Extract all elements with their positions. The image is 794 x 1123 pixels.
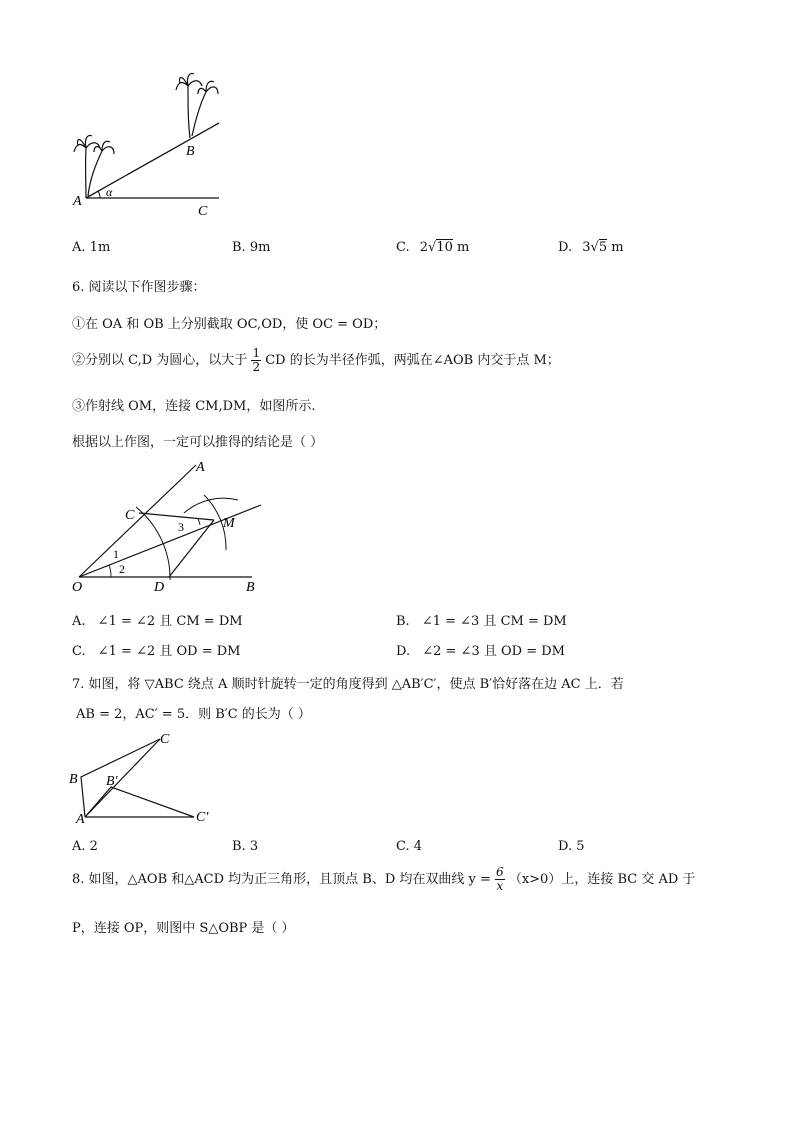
radicand: 5: [598, 240, 608, 255]
fraction-denominator: 2: [252, 360, 261, 374]
option-letter: A.: [72, 614, 86, 629]
option-text: ∠1 = ∠2 且 OD = DM: [97, 644, 241, 659]
coefficient: 2: [419, 240, 429, 255]
option-text: 3: [249, 839, 259, 854]
coefficient: 3: [582, 240, 591, 255]
step2-text-post: CD 的长为半径作弧，两弧在∠AOB 内交于点 M；: [265, 353, 560, 368]
label-d: D: [154, 580, 165, 595]
label-b-prime: B′: [106, 774, 118, 789]
fraction-6-over-x: [495, 866, 505, 893]
option-letter: B.: [232, 839, 246, 854]
q8-text-pre: 8. 如图，△AOB 和△ACD 均为正三角形，且顶点 B、D 均在双曲线 y =: [72, 872, 491, 887]
q6-option-d[interactable]: [396, 640, 565, 659]
label-a: A: [196, 460, 205, 475]
point-a-label: A: [73, 194, 82, 209]
label-m: M: [223, 516, 235, 531]
angle-arc-3: [198, 519, 200, 525]
option-letter: C.: [396, 240, 410, 255]
segment-cm: [139, 513, 214, 520]
segment-dm: [169, 520, 214, 577]
option-text: 5: [576, 839, 585, 854]
q5-option-a[interactable]: [72, 240, 110, 255]
q7-option-d[interactable]: [558, 839, 585, 854]
q6-option-a[interactable]: [72, 610, 243, 629]
label-b: B: [246, 580, 255, 595]
q6-step3: ③作射线 OM，连接 CM,DM，如图所示.: [72, 399, 316, 414]
q6-step2: [72, 347, 560, 374]
q8-line2: P，连接 OP，则图中 S△OBP 是（ ）: [72, 921, 295, 936]
q6-step1: ①在 OA 和 OB 上分别截取 OC,OD，使 OC = OD；: [72, 317, 387, 332]
angle-2-label: 2: [119, 562, 125, 576]
option-letter: B.: [232, 240, 246, 255]
q7-option-b[interactable]: [232, 839, 258, 854]
q7-line1: 7. 如图，将 ▽ABC 绕点 A 顺时针旋转一定的角度得到 △AB′C′，使点 B′恰好落在边 AC 上．若: [72, 677, 624, 692]
option-letter: B.: [396, 614, 410, 629]
option-text: ∠1 = ∠3 且 CM = DM: [421, 614, 567, 629]
q6-question: 根据以上作图，一定可以推得的结论是（ ）: [72, 435, 324, 450]
label-c: C: [160, 732, 170, 747]
label-b: B: [69, 772, 78, 787]
label-c: C: [125, 508, 135, 523]
option-letter: D.: [396, 644, 411, 659]
q6-option-c[interactable]: [72, 640, 241, 659]
option-letter: A.: [72, 839, 86, 854]
q5-figure: [66, 66, 236, 226]
option-letter: A.: [72, 240, 86, 255]
radicand: 10: [436, 240, 453, 255]
angle-1-label: 1: [113, 547, 119, 561]
q7-option-a[interactable]: [72, 839, 98, 854]
step2-text-pre: ②分别以 C,D 为圆心，以大于: [72, 353, 248, 368]
q6-option-b[interactable]: [396, 610, 567, 629]
angle-arc-1-2: [109, 565, 111, 577]
fraction-numerator: 1: [252, 346, 261, 360]
q6-stem: 6. 阅读以下作图步骤：: [72, 280, 206, 295]
q8-text-post: （x>0）上，连接 BC 交 AD 于: [508, 872, 696, 887]
option-letter: C.: [396, 839, 410, 854]
label-c-prime: C′: [196, 810, 209, 825]
q5-option-b[interactable]: [232, 240, 270, 255]
unit: m: [611, 240, 624, 255]
option-letter: D.: [558, 240, 573, 255]
triangle-ab'c': [85, 787, 194, 817]
angle-3-label: 3: [178, 520, 184, 534]
arc-from-d: [184, 498, 238, 513]
q5-option-c[interactable]: [396, 240, 469, 255]
option-letter: C.: [72, 644, 86, 659]
option-text: 4: [413, 839, 423, 854]
option-text: 1m: [89, 240, 111, 255]
option-text: 2: [89, 839, 98, 854]
angle-arc: [98, 191, 100, 198]
label-o: O: [72, 580, 83, 595]
q6-figure: [66, 455, 276, 595]
option-letter: D.: [558, 839, 573, 854]
q7-line2: AB = 2，AC′ = 5．则 B′C 的长为（ ）: [76, 707, 311, 722]
fraction-numerator: 6: [496, 865, 504, 879]
option-text: ∠2 = ∠3 且 OD = DM: [422, 644, 565, 659]
point-c-label: C: [198, 204, 208, 219]
unit: m: [457, 240, 470, 255]
fraction-half: [251, 347, 261, 374]
q7-figure: [66, 725, 226, 830]
angle-alpha-label: α: [106, 185, 113, 199]
q5-option-d[interactable]: [558, 240, 624, 255]
sqrt-icon: √: [428, 240, 437, 255]
option-text: 9m: [249, 240, 271, 255]
sqrt-icon: √: [590, 240, 599, 255]
label-a: A: [76, 812, 85, 827]
fraction-denominator: x: [496, 879, 504, 893]
palm-tree-icon: [176, 74, 218, 139]
q7-option-c[interactable]: [396, 839, 422, 854]
triangle-abc: [81, 739, 160, 817]
q8-line1: [72, 866, 695, 893]
option-text: ∠1 = ∠2 且 CM = DM: [97, 614, 243, 629]
point-b-label: B: [186, 144, 195, 159]
